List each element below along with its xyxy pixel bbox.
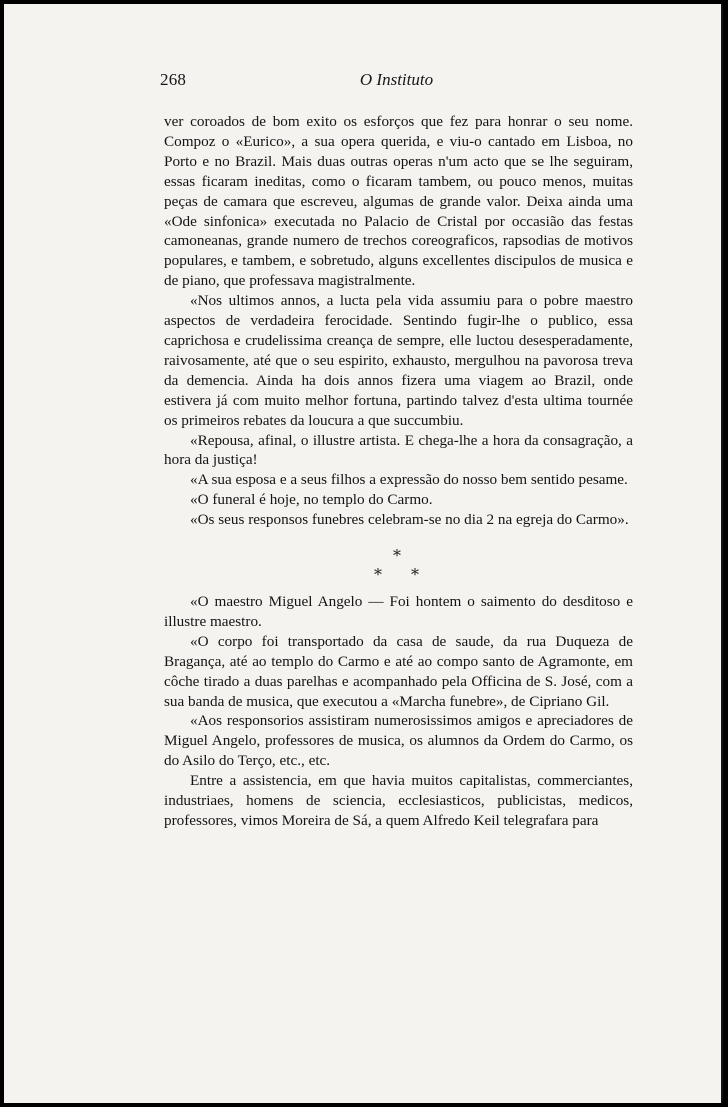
asterism-top: * [393,546,401,566]
paragraph-9: «Aos responsorios assistiram numerosissimos amigos e apreciadores de Miguel Angelo, professores de musica, os alumnos da Ordem do Carmo, os do Asilo do Terço, etc., etc. [164,712,633,770]
asterism-left: * [374,565,382,585]
running-title: O Instituto [359,70,434,89]
paragraph-4: «A sua esposa e a seus filhos a expressão do nosso bem sentido pesame. [190,471,628,489]
book-page [4,4,723,1103]
paragraph-6: «Os seus responsos funebres celebram-se no dia 2 na egreja do Carmo». [190,511,629,529]
paragraph-8: «O corpo foi transportado da casa de saude, da rua Duqueza de Bragança, até ao templo do Carmo e até ao compo santo de Agramonte, em côche tirado a duas parelhas e acompanhado pela Officina de S. José, com a sua banda de musica, que executou a «Marcha funebre», de Cipriano Gil. [164,632,633,710]
page-header [160,70,633,94]
paragraph-1: ver coroados de bom exito os esforços que fez para honrar o seu nome. Compoz o «Eurico», a sua opera querida, e viu-o cantado em Lisboa, no Porto e no Brazil. Mais duas outras operas n'um acto que se lhe seguiram, essas ficaram ineditas, como o ficaram tambem, ou pouco menos, muitas peças de camara que escreveu, algumas de grande valor. Deixa ainda uma «Ode sinfonica» executada no Palacio de Cristal por occasião das festas camoneanas, grande numero de trechos coreograficos, rapsodias de motivos populares, e tambem, e sobretudo, alguns excellentes discipulos de musica e de piano, que professava magistralmente. [164,113,633,290]
paragraph-7: «O maestro Miguel Angelo — Foi hontem o saimento do desditoso e illustre maestro. [164,593,633,630]
page-text [164,112,633,831]
paragraph-3: «Repousa, afinal, o illustre artista. E chega-lhe a hora da consagração, a hora da justiça! [164,431,633,469]
page-number: 268 [160,70,187,89]
asterism-right: * [411,565,419,585]
paragraph-10: Entre a assistencia, em que havia muitos capitalistas, commerciantes, industriaes, homens de sciencia, ecclesiasticos, publicistas, medicos, professores, vimos Moreira de Sá, a quem Alfredo Keil telegrafara para [164,772,633,829]
section-separator [164,530,633,592]
paragraph-2: «Nos ultimos annos, a lucta pela vida assumiu para o pobre maestro aspectos de verdadeira ferocidade. Sentindo fugir-lhe o publico, essa caprichosa e crudelissima creança de sempre, elle luctou desesperadamente, raivosamente, até que o seu espirito, exhausto, mergulhou na pavorosa treva da demencia. Ainda ha dois annos fizera uma viagem ao Brazil, onde estivera já com muito melhor fortuna, partindo talvez d'esta ultima tournée os primeiros rebates da loucura a que succumbiu. [164,292,633,429]
paragraph-5: «O funeral é hoje, no templo do Carmo. [190,491,433,509]
